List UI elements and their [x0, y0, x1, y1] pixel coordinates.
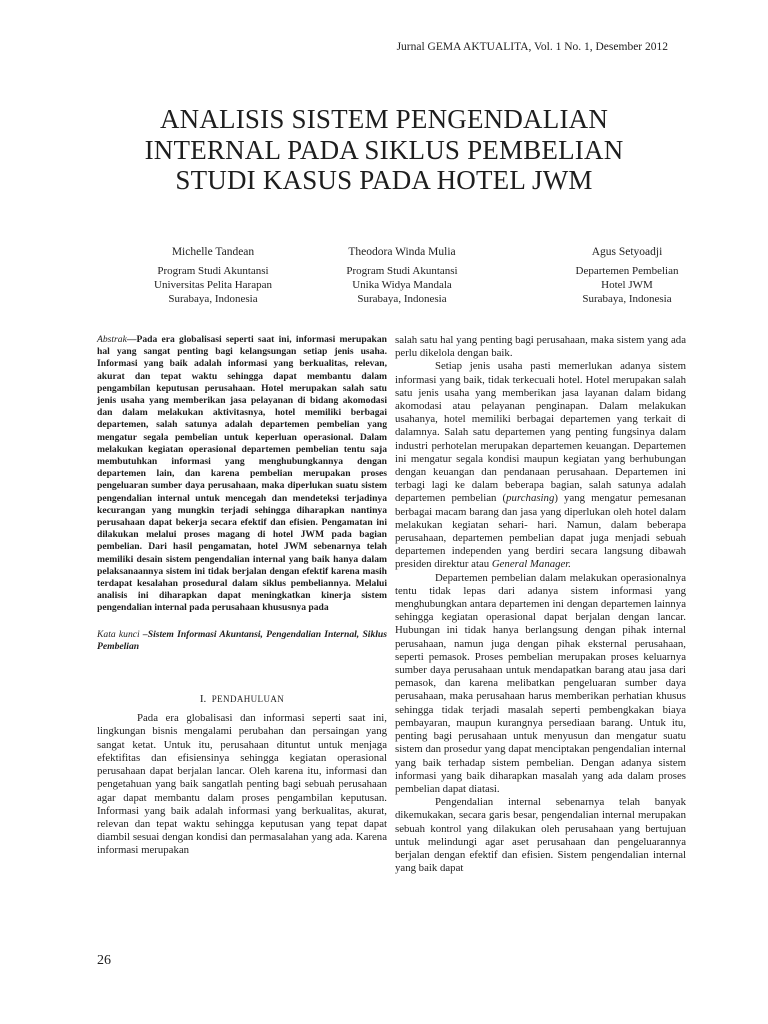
author-affiliation-line: Unika Widya Mandala [352, 279, 452, 291]
author-affiliation-line: Surabaya, Indonesia [357, 293, 447, 305]
title-line-2: INTERNAL PADA SIKLUS PEMBELIAN [144, 134, 624, 165]
author-affiliation-line: Surabaya, Indonesia [168, 293, 258, 305]
section-heading [97, 693, 387, 706]
author-block-2 [304, 245, 500, 306]
author-name: Michelle Tandean [171, 246, 255, 258]
author-affiliation-line: Surabaya, Indonesia [582, 293, 672, 305]
journal-header: Jurnal GEMA AKTUALITA, Vol. 1 No. 1, Desember 2012 [396, 41, 668, 53]
abstract-label: Abstrak [97, 334, 127, 345]
author-name: Theodora Winda Mulia [348, 246, 456, 258]
left-column [97, 334, 387, 858]
right-column [395, 334, 686, 875]
author-name: Agus Setyoadji [591, 246, 663, 258]
abstract [97, 334, 387, 615]
keywords [97, 629, 387, 653]
section-title: PENDAHULUAN [211, 694, 285, 705]
author-block-1 [128, 245, 298, 306]
keywords-label: Kata kunci [97, 628, 140, 640]
body-paragraph: Pengendalian internal sebenarnya telah banyak dikemukakan, secara garis besar, pengendalian internal merupakan sebuah kontrol yang dilakukan oleh perusahaan yang bertujuan untuk melindungi agar aset perusahaan dan pengeluarannya berjalan dengan efektif dan efisien. Sistem pengendalian internal yang baik dapat [395, 796, 686, 875]
paper-title [0, 104, 768, 196]
abstract-text: —Pada era globalisasi seperti saat ini, informasi merupakan hal yang sangat penting bagi kelangsungan setiap jenis usaha. Informasi yang baik adalah informasi yang berkualitas, relevan, akurat dan tepat waktu sehingga dapat membantu dalam pengambilan keputusan perusahaan. Hotel merupakan salah satu jenis usaha yang memberikan jasa pelayanan di bidang akomodasi dan dalam melakukan aktivitasnya, hotel memiliki berbagai departemen, salah satunya adalah departemen pembelian yang mengatur segala pembelian untuk keperluan operasional. Dalam melakukan kegiatan operasional departemen pembelian tentu saja membutuhkan informasi yang menghubungkannya dengan departemen lain, dan karena pembelian merupakan proses pengeluaran sumber daya perusahaan, maka diperlukan suatu sistem pengendalian internal untuk mencegah dan mendeteksi terjadinya kecurangan yang mungkin terjadi sehingga diharapkan nantinya perusahaan dapat bekerja secara efektif dan efisien. Pengamatan ini dilakukan melalui proses magang di hotel JWM pada bagian pembelian. Dari hasil pengamatan, hotel JWM sebenarnya telah memiliki desain sistem pengendalian internal yang baik hanya dalam pelaksanaannya sistem ini tidak berjalan dengan efektif karena masih terdapat kesalahan prosedural dalam siklus pembeliannya. Melalui analisis ini diharapkan dapat meningkatkan kinerja sistem pengendalian internal pada perusahaan khususnya pada [97, 334, 387, 614]
author-affiliation-line: Program Studi Akuntansi [346, 265, 458, 277]
author-affiliation-line: Universitas Pelita Harapan [154, 279, 272, 291]
page-number: 26 [97, 953, 111, 968]
title-line-1: ANALISIS SISTEM PENGENDALIAN [159, 104, 609, 134]
paragraph-term: purchasing [506, 492, 555, 505]
keywords-text: –Sistem Informasi Akuntansi, Pengendalian Internal, Siklus Pembelian [97, 628, 387, 652]
body-paragraph: Pada era globalisasi dan informasi seperti saat ini, lingkungan bisnis mengalami perubahan dan persaingan yang sangat ketat. Untuk itu, perusahaan dituntut untuk menjaga efektifitas dan efisiensinya sehingga kegiatan operasional perusahaan dapat berjalan lancar. Oleh karena itu, informasi dan pengetahuan yang baik sangatlah penting bagi sebuah perusahaan agar dapat membantu dalam proses pengambilan keputusan. Informasi yang baik adalah informasi yang berkualitas, akurat, relevan dan tepat waktu sehingga keputusan yang tepat dapat diambil sesuai dengan kondisi dan permasalahan yang ada. Karena informasi merupakan [97, 712, 387, 857]
paragraph-term: General Manager. [491, 558, 572, 571]
author-affiliation-line: Program Studi Akuntansi [157, 265, 269, 277]
author-affiliation-line: Hotel JWM [601, 279, 653, 291]
body-paragraph: Departemen pembelian dalam melakukan operasionalnya tentu tidak lepas dari adanya sistem informasi yang menghubungkan antara departemen ini dengan departemen lainnya sehingga kegiatan operasional dapat berjalan dengan lancar. Hubungan ini tidak hanya berlangsung dengan pihak internal perusahaan, namun juga dengan pihak eksternal perusahaan, seperti pemasok. Proses pembelian merupakan proses keluarnya sumber daya perusahaan untuk mendapatkan barang atau jasa dari pemasok, dan karena melibatkan pengeluaran sumber daya perusahaan, maka perusahaan harus memberikan perhatian khusus sehingga tidak terjadi masalah seperti pembengkakan biaya pembayaran, maupun kurangnya persediaan barang. Untuk itu, penting bagi perusahaan untuk menyusun dan mengatur suatu sistem dan prosedur yang dapat menciptakan pengendalian internal yang baik terhadap sistem pembelian. Dengan adanya sistem informasi yang baik diharapkan masalah yang ada dalam proses pembelian dapat diatasi. [395, 571, 686, 795]
section-numeral: I. [199, 693, 207, 706]
author-affiliation-line: Departemen Pembelian [575, 265, 679, 277]
paragraph-text: Setiap jenis usaha pasti memerlukan adanya sistem informasi yang baik, tidak terkecuali hotel. Hotel merupakan salah satu jenis usaha yang memberikan jasa layanan dalam bidang akomodasi atau pelayanan penginapan. Dalam melakukan usahanya, hotel memiliki berbagai departemen yang terkait di dalamnya. Salah satu departemen yang penting fungsinya dalam industri perhotelan merupakan departemen keuangan. Departemen ini mengatur segala kondisi maupun kegiatan yang berhubungan dengan keuangan dan pendanaan perusahaan. Departemen ini terbagi lagi ke dalam beberapa bagian, salah satunya adalah departemen pembelian ( [395, 360, 686, 505]
body-paragraph: salah satu hal yang penting bagi perusahaan, maka sistem yang ada perlu dikelola dengan baik. [395, 334, 686, 360]
body-paragraph [395, 360, 686, 571]
paragraph-text: ) yang mengatur pemesanan berbagai macam barang dan jasa yang diperlukan oleh hotel dalam melakukan kegiatan sehari- hari. Namun, dalam beberapa perusahaan, departemen pembelian dapat juga menjadi sebuah departemen independen yang berdiri secara langsung dibawah presiden direktur atau [395, 492, 686, 571]
title-line-3: STUDI KASUS PADA HOTEL JWM [175, 165, 593, 195]
author-block-3 [548, 245, 706, 306]
